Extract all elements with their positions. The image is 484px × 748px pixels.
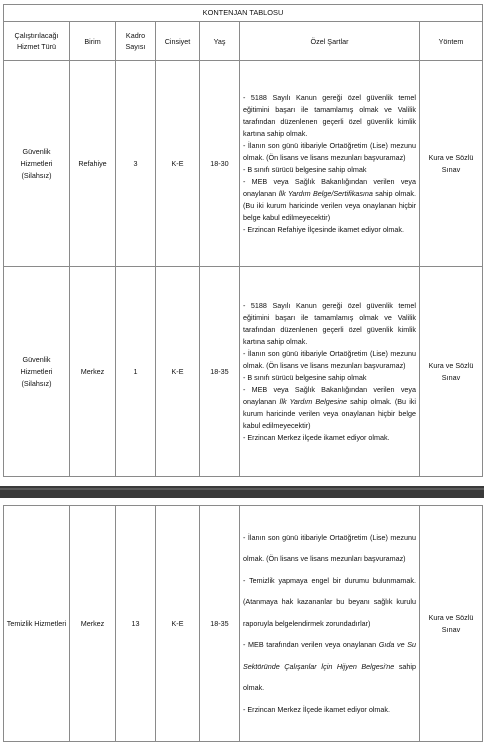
special-conditions-cell bbox=[240, 267, 420, 477]
condition-item: - Erzincan Merkez İlçede ikamet ediyor olmak. bbox=[243, 704, 390, 714]
condition-item: - B sınıfı sürücü belgesine sahip olmak bbox=[243, 164, 367, 174]
condition-item: - B sınıfı sürücü belgesine sahip olmak bbox=[243, 372, 367, 382]
service-type-cell: Temizlik Hizmetleri bbox=[4, 506, 70, 742]
header-row bbox=[4, 22, 483, 61]
gender-cell: K-E bbox=[156, 267, 200, 477]
header-service-type: Çalıştırılacağı Hizmet Türü bbox=[4, 22, 70, 61]
first-aid-certificate: İlk Yardım Belgesine bbox=[279, 396, 347, 406]
table-row bbox=[4, 61, 483, 267]
unit-cell: Refahiye bbox=[70, 61, 116, 267]
age-cell: 18-35 bbox=[200, 506, 240, 742]
first-aid-certificate: İlk Yardım Belge/Sertifikasına bbox=[278, 188, 373, 198]
age-cell: 18-30 bbox=[200, 61, 240, 267]
special-conditions-cell bbox=[240, 61, 420, 267]
condition-item: - MEB veya Sağlık Bakanlığından verilen veya onaylanan İlk Yardım Belgesine sahip olmak. (Bu iki kurum haricinde verilen veya onaylanan hiçbir belge kabul edilmeyecektir) bbox=[243, 384, 416, 430]
gender-cell: K-E bbox=[156, 506, 200, 742]
special-conditions-cell bbox=[240, 506, 420, 742]
page-separator bbox=[0, 486, 484, 498]
hygiene-certificate: Gıda ve Su Sektöründe Çalışanlar İçin Hijyen Belgesi'ne bbox=[243, 640, 417, 671]
condition-item: - MEB tarafından verilen veya onaylanan Gıda ve Su Sektöründe Çalışanlar İçin Hijyen Belgesi'ne sahip olmak. bbox=[243, 640, 417, 693]
staff-count-cell: 13 bbox=[116, 506, 156, 742]
header-method: Yöntem bbox=[420, 22, 483, 61]
condition-item: - İlanın son günü itibariyle Ortaöğretim (Lise) mezunu olmak. (Ön lisans ve lisans mezunları başvuramaz) bbox=[243, 348, 416, 370]
quota-table bbox=[3, 4, 483, 477]
header-age: Yaş bbox=[200, 22, 240, 61]
header-unit: Birim bbox=[70, 22, 116, 61]
age-cell: 18-35 bbox=[200, 267, 240, 477]
header-staff-count: Kadro Sayısı bbox=[116, 22, 156, 61]
condition-item: - İlanın son günü itibariyle Ortaöğretim (Lise) mezunu olmak. (Ön lisans ve lisans mezunları başvuramaz) bbox=[243, 532, 416, 564]
condition-item: - Erzincan Merkez ilçede ikamet ediyor olmak. bbox=[243, 432, 390, 442]
staff-count-cell: 1 bbox=[116, 267, 156, 477]
condition-item: - MEB veya Sağlık Bakanlığından verilen veya onaylanan İlk Yardım Belge/Sertifikasına sahip olmak. (Bu iki kurum haricinde verilen veya onaylanan hiçbir belge kabul edilmeyecektir) bbox=[243, 176, 416, 222]
unit-cell: Merkez bbox=[70, 506, 116, 742]
service-type-cell: Güvenlik Hizmetleri (Silahsız) bbox=[4, 267, 70, 477]
condition-item: - Temizlik yapmaya engel bir durumu bulunmamak. (Atanmaya hak kazananlar bu beyanı sağlık kurulu raporuyla belgelendirmek zorundadırlar) bbox=[243, 575, 416, 628]
table-title: KONTENJAN TABLOSU bbox=[4, 5, 483, 22]
condition-item: - İlanın son günü itibariyle Ortaöğretim (Lise) mezunu olmak. (Ön lisans ve lisans mezunları başvuramaz) bbox=[243, 140, 416, 162]
staff-count-cell: 3 bbox=[116, 61, 156, 267]
cleaning-services-table bbox=[3, 505, 483, 742]
condition-item: - Erzincan Refahiye İlçesinde ikamet ediyor olmak. bbox=[243, 224, 404, 234]
condition-item: - 5188 Sayılı Kanun gereği özel güvenlik temel eğitimini başarı ile tamamlamış olmak ve Valilik tarafından düzenlenen geçerli özel güvenlik kimlik kartına sahip olmak. bbox=[243, 92, 416, 138]
unit-cell: Merkez bbox=[70, 267, 116, 477]
method-cell: Kura ve Sözlü Sınav bbox=[420, 61, 483, 267]
header-gender: Cinsiyet bbox=[156, 22, 200, 61]
method-cell: Kura ve Sözlü Sınav bbox=[420, 267, 483, 477]
service-type-cell: Güvenlik Hizmetleri (Silahsız) bbox=[4, 61, 70, 267]
table-row bbox=[4, 267, 483, 477]
method-cell: Kura ve Sözlü Sınav bbox=[420, 506, 483, 742]
gender-cell: K-E bbox=[156, 61, 200, 267]
header-special-conditions: Özel Şartlar bbox=[240, 22, 420, 61]
table-row bbox=[4, 506, 483, 742]
condition-item: - 5188 Sayılı Kanun gereği özel güvenlik temel eğitimini başarı ile tamamlamış olmak ve Valilik tarafından düzenlenen geçerli özel güvenlik kimlik kartına sahip olmak. bbox=[243, 300, 416, 346]
